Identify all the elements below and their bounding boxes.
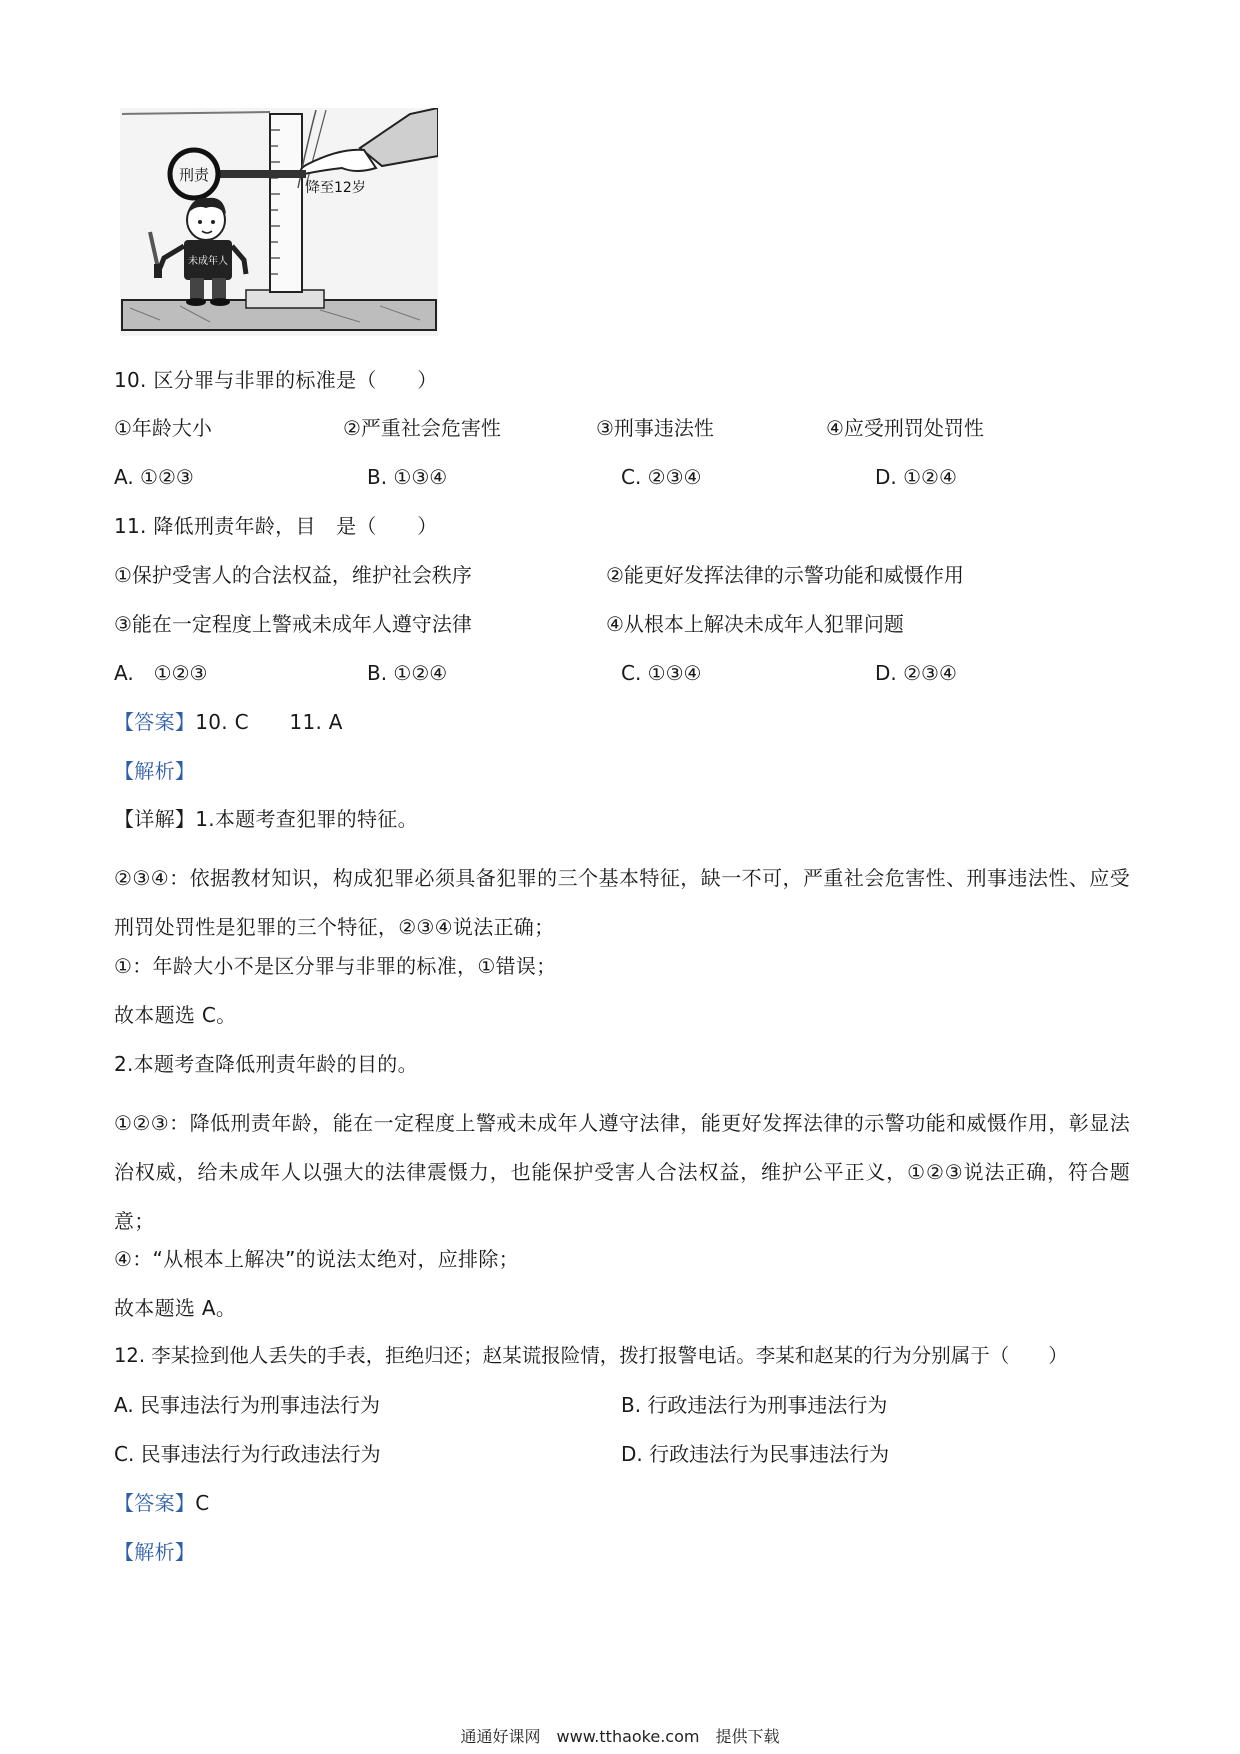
q10-item-4: ④应受刑罚处罚性 (826, 416, 984, 440)
answer-12-text: C (195, 1491, 210, 1515)
q10-item-3: ③刑事违法性 (596, 416, 714, 440)
detail-line-4: 故本题选 C。 (114, 1003, 237, 1027)
q12-option-d: D. 行政违法行为民事违法行为 (621, 1442, 890, 1466)
q11-option-d: D. ②③④ (875, 661, 957, 685)
detail-line-7: ④：“从根本上解决”的说法太绝对，应排除； (114, 1247, 519, 1271)
page-footer: 通通好课网 www.tthaoke.com 提供下载 (460, 1727, 780, 1746)
q12-option-a: A. 民事违法行为刑事违法行为 (114, 1393, 381, 1417)
q12-stem: 12. 李某捡到他人丢失的手表，拒绝归还；赵某谎报险情，拨打报警电话。李某和赵某的行为分别属于（ ） (114, 1344, 1068, 1367)
analysis-tag: 【解析】 (114, 759, 196, 783)
detail-heading: 【详解】1.本题考查犯罪的特征。 (114, 807, 418, 831)
answer-10-11 (114, 708, 343, 736)
q11-item-2: ②能更好发挥法律的示警功能和威慑作用 (606, 563, 964, 587)
q11-option-c: C. ①③④ (621, 661, 702, 685)
q11-option-b: B. ①②④ (367, 661, 448, 685)
answer-tag: 【答案】 (114, 710, 196, 734)
q10-stem: 10. 区分罪与非罪的标准是（ ） (114, 368, 438, 392)
cartoon-illustration (120, 108, 438, 336)
q10-item-1: ①年龄大小 (114, 416, 212, 440)
q12-option-c: C. 民事违法行为行政违法行为 (114, 1442, 381, 1466)
detail-line-3: ①：年龄大小不是区分罪与非罪的标准，①错误； (114, 954, 557, 978)
q10-option-c: C. ②③④ (621, 465, 702, 489)
detail-line-5: 2.本题考查降低刑责年龄的目的。 (114, 1052, 418, 1076)
q11-option-a: A. ①②③ (114, 661, 208, 685)
q10-option-d: D. ①②④ (875, 465, 957, 489)
q12-option-b: B. 行政违法行为刑事违法行为 (621, 1393, 888, 1417)
q11-item-4: ④从根本上解决未成年人犯罪问题 (606, 612, 904, 636)
q10-option-b: B. ①③④ (367, 465, 448, 489)
detail-paragraph-2: ①②③：降低刑责年龄，能在一定程度上警戒未成年人遵守法律，能更好发挥法律的示警功能和威慑作用，彰显法治权威，给未成年人以强大的法律震慑力，也能保护受害人合法权益，维护公平正义，①②③说法正确，符合题意； (114, 1111, 1130, 1233)
analysis-12-tag: 【解析】 (114, 1540, 196, 1564)
detail-paragraph-1: ②③④：依据教材知识，构成犯罪必须具备犯罪的三个基本特征，缺一不可，严重社会危害性、刑事违法性、应受刑罚处罚性是犯罪的三个特征，②③④说法正确； (114, 866, 1130, 939)
figure-circle-label: 刑责 (178, 166, 210, 184)
q11-item-3: ③能在一定程度上警戒未成年人遵守法律 (114, 612, 472, 636)
answer-text: 10. C 11. A (195, 710, 343, 734)
q10-item-2: ②严重社会危害性 (343, 416, 501, 440)
figure-ruler-label: 降至12岁 (306, 180, 366, 196)
q11-item-1: ①保护受害人的合法权益，维护社会秩序 (114, 563, 472, 587)
answer-12 (114, 1489, 209, 1517)
detail-line-8: 故本题选 A。 (114, 1296, 237, 1320)
answer-12-tag: 【答案】 (114, 1491, 196, 1515)
figure-shirt-label: 未成年人 (188, 256, 228, 267)
q10-option-a: A. ①②③ (114, 465, 194, 489)
q11-stem: 11. 降低刑责年龄，目 是（ ） (114, 514, 438, 538)
